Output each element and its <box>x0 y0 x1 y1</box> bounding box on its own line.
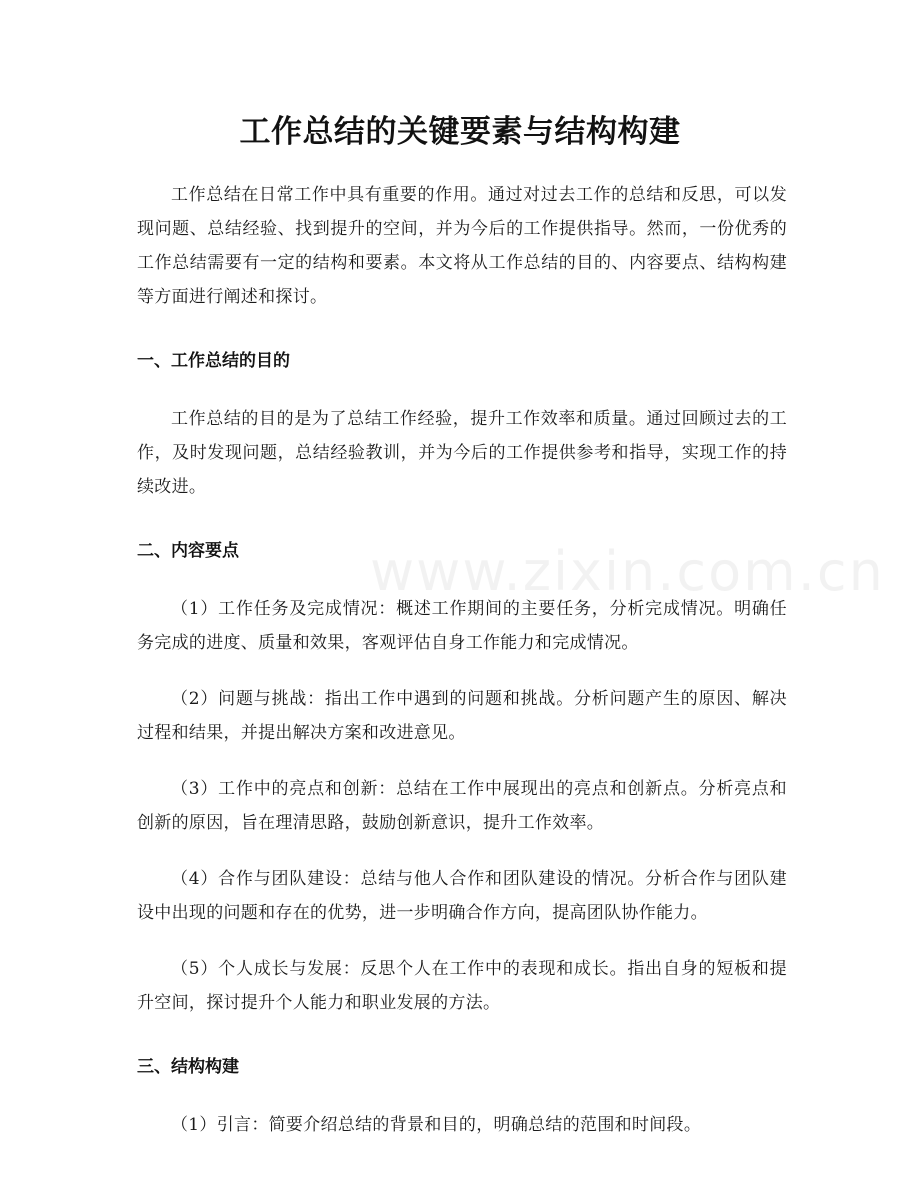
content-point-2: （2）问题与挑战：指出工作中遇到的问题和挑战。分析问题产生的原因、解决过程和结果，并提出解决方案和改进意见。 <box>137 689 787 743</box>
section-heading-content-points: 二、内容要点 <box>137 541 239 561</box>
watermark: www.zixin.com.cn <box>370 540 885 603</box>
section-heading-purpose: 一、工作总结的目的 <box>137 351 290 371</box>
structure-point-1: （1）引言：简要介绍总结的背景和目的，明确总结的范围和时间段。 <box>171 1115 702 1135</box>
content-point-5: （5）个人成长与发展：反思个人在工作中的表现和成长。指出自身的短板和提升空间，探讨提升个人能力和职业发展的方法。 <box>137 959 787 1013</box>
document-title: 工作总结的关键要素与结构构建 <box>239 114 681 150</box>
document-body <box>137 178 787 1164</box>
content-point-1: （1）工作任务及完成情况：概述工作期间的主要任务，分析完成情况。明确任务完成的进度、质量和效果，客观评估自身工作能力和完成情况。 <box>137 599 787 653</box>
content-point-4: （4）合作与团队建设：总结与他人合作和团队建设的情况。分析合作与团队建设中出现的问题和存在的优势，进一步明确合作方向，提高团队协作能力。 <box>137 869 787 923</box>
purpose-paragraph: 工作总结的目的是为了总结工作经验，提升工作效率和质量。通过回顾过去的工作，及时发现问题，总结经验教训，并为今后的工作提供参考和指导，实现工作的持续改进。 <box>137 409 787 497</box>
section-heading-structure: 三、结构构建 <box>137 1057 239 1077</box>
intro-paragraph: 工作总结在日常工作中具有重要的作用。通过对过去工作的总结和反思，可以发现问题、总结经验、找到提升的空间，并为今后的工作提供指导。然而，一份优秀的工作总结需要有一定的结构和要素。本文将从工作总结的目的、内容要点、结构构建等方面进行阐述和探讨。 <box>137 185 787 307</box>
content-point-3: （3）工作中的亮点和创新：总结在工作中展现出的亮点和创新点。分析亮点和创新的原因，旨在理清思路，鼓励创新意识，提升工作效率。 <box>137 779 787 833</box>
